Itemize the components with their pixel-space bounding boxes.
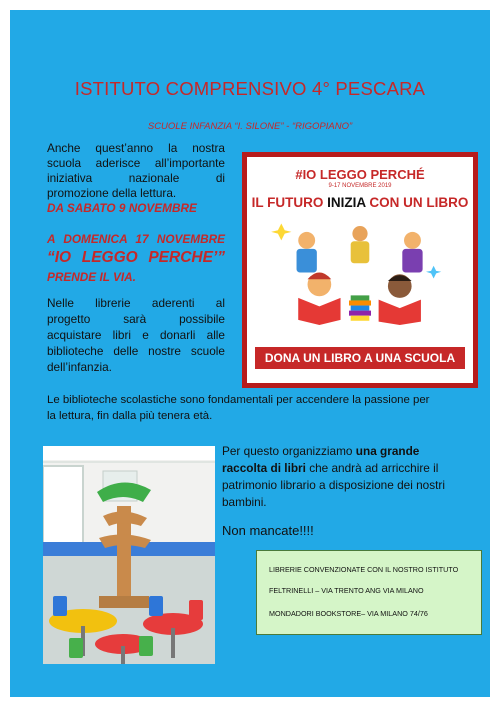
date-to: A DOMENICA 17 NOVEMBRE <box>47 232 225 246</box>
collection-line-2: raccolta di libri che andrà ad arricchire il <box>222 461 439 475</box>
bookstores-heading: LIBRERIE CONVENZIONATE CON IL NOSTRO ISTITUTO <box>269 565 459 574</box>
intro-line-2: scuola aderisce all’importante <box>47 156 225 170</box>
campaign-logo: #IO LEGGO PERCHÉ <box>295 167 425 182</box>
poster <box>10 10 490 697</box>
collection-line-1: Per questo organizziamo una grande <box>222 444 420 458</box>
intro-line-1: Anche quest’anno la nostra <box>47 141 225 155</box>
intro-line-3: iniziativa nazionale di <box>47 171 225 185</box>
shops-line-1: Nelle librerie aderenti al <box>47 296 225 310</box>
bookstore-feltrinelli: FELTRINELLI – VIA TRENTO ANG VIA MILANO <box>269 586 424 595</box>
closing-text: Non mancate!!!! <box>222 523 314 538</box>
donate-banner: DONA UN LIBRO A UNA SCUOLA <box>255 347 465 369</box>
campaign-name: “IO LEGGO PERCHE’” <box>47 249 225 266</box>
libraries-line-2: la lettura, fin dalla più tenera età. <box>47 410 213 422</box>
shops-line-2: progetto sarà possibile <box>47 312 225 326</box>
page-subtitle: SCUOLE INFANZIA “I. SILONE” - “RIGOPIANO” <box>147 121 353 132</box>
intro-line-4: promozione della lettura. <box>47 186 177 200</box>
classroom-photo <box>43 446 215 664</box>
page-title: ISTITUTO COMPRENSIVO 4° PESCARA <box>74 78 426 99</box>
shops-line-5: dell’infanzia. <box>47 360 112 374</box>
children-reading-illustration <box>257 215 463 325</box>
date-from: DA SABATO 9 NOVEMBRE <box>47 201 197 215</box>
bookstore-mondadori: MONDADORI BOOKSTORE– VIA MILANO 74/76 <box>269 609 428 618</box>
libraries-line-1: Le biblioteche scolastiche sono fondamentali per accendere la passione per <box>47 394 430 406</box>
shops-line-4: biblioteche delle nostre scuole <box>47 344 225 358</box>
campaign-logo-dates: 9-17 NOVEMBRE 2019 <box>328 183 392 189</box>
shops-line-3: acquistare libri e donarli alle <box>47 328 225 342</box>
promo-card <box>242 152 478 388</box>
collection-line-3: patrimonio librario a disposizione dei nostri <box>222 478 445 492</box>
promo-headline: IL FUTURO INIZIA CON UN LIBRO <box>251 195 469 210</box>
campaign-start: PRENDE IL VIA. <box>47 270 136 284</box>
collection-line-4: bambini. <box>222 495 267 509</box>
partner-bookstores-box <box>256 550 482 635</box>
